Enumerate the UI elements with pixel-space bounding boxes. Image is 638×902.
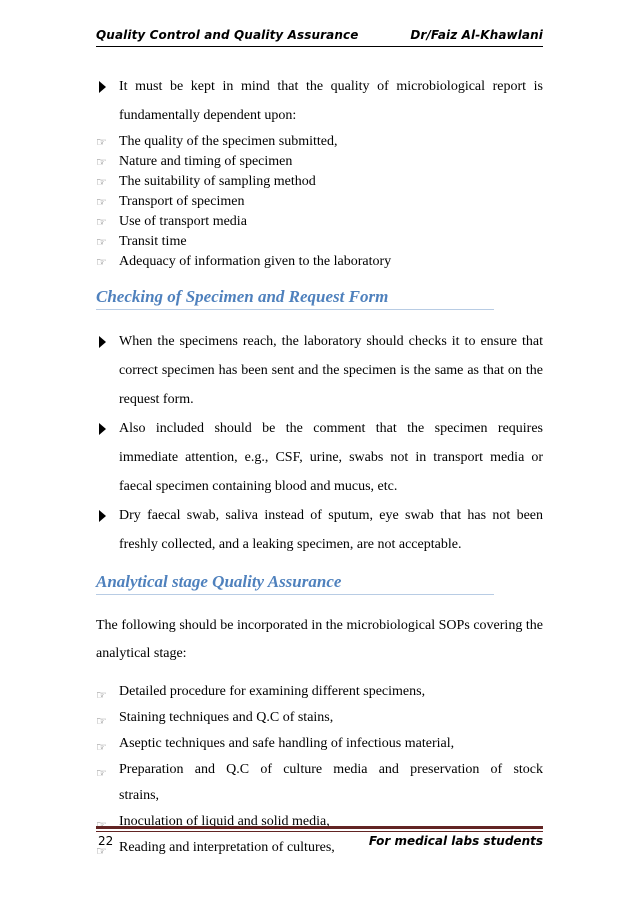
pointing-hand-icon: ☞ — [96, 844, 107, 858]
triangle-right-icon — [99, 423, 106, 435]
pointing-hand-icon: ☞ — [96, 714, 107, 728]
intro-bullet-text: It must be kept in mind that the quality of microbiological report is fundamentally dependent upon: — [119, 79, 543, 123]
header-author: Dr/Faiz Al-Khawlani — [410, 28, 543, 42]
page-body — [96, 72, 543, 861]
list-item: ☞ The quality of the specimen submitted, — [96, 132, 543, 152]
pointing-hand-icon: ☞ — [96, 195, 107, 209]
pointing-hand-icon: ☞ — [96, 688, 107, 702]
list-item: ☞ Reading and interpretation of cultures, — [96, 835, 543, 861]
list-item: ☞ Transit time — [96, 232, 543, 252]
section-heading-analytical-qa: Analytical stage Quality Assurance — [96, 571, 543, 595]
list-item: ☞ Transport of specimen — [96, 192, 543, 212]
pointing-hand-icon: ☞ — [96, 135, 107, 149]
list-item: ☞ Use of transport media — [96, 212, 543, 232]
pointing-hand-icon: ☞ — [96, 235, 107, 249]
triangle-right-icon — [99, 81, 106, 93]
analytical-intro-paragraph: The following should be incorporated in the microbiological SOPs covering the analytical stage: — [96, 618, 543, 661]
heading-rule — [96, 309, 494, 310]
bullet-paragraph: Dry faecal swab, saliva instead of sputum, eye swab that has not been freshly collected, and a leaking specimen, are not acceptable. — [96, 501, 543, 559]
list-item: ☞ Preparation and Q.C of culture media and preservation of stock strains, — [96, 762, 543, 803]
page-header — [96, 26, 543, 50]
pointing-hand-icon: ☞ — [96, 766, 107, 780]
list-item: ☞ Adequacy of information given to the laboratory — [96, 252, 543, 272]
intro-list — [96, 132, 543, 272]
heading-rule — [96, 594, 494, 595]
pointing-hand-icon: ☞ — [96, 740, 107, 754]
pointing-hand-icon: ☞ — [96, 255, 107, 269]
triangle-right-icon — [99, 336, 106, 348]
list-item: ☞ Aseptic techniques and safe handling of infectious material, — [96, 731, 543, 757]
list-item: ☞ Nature and timing of specimen — [96, 152, 543, 172]
bullet-paragraph: Also included should be the comment that the specimen requires immediate attention, e.g., CSF, urine, swabs not in transport media or faecal specimen containing blood and mucus, etc. — [96, 414, 543, 501]
list-item: ☞ The suitability of sampling method — [96, 172, 543, 192]
pointing-hand-icon: ☞ — [96, 155, 107, 169]
intro-bullet — [96, 72, 543, 130]
footer-audience: For medical labs students — [368, 834, 543, 848]
list-item: ☞ Staining techniques and Q.C of stains, — [96, 705, 543, 731]
pointing-hand-icon: ☞ — [96, 818, 107, 832]
list-item: ☞ Inoculation of liquid and solid media, — [96, 809, 543, 835]
header-rule — [96, 46, 543, 47]
pointing-hand-icon: ☞ — [96, 175, 107, 189]
list-item: ☞ Detailed procedure for examining different specimens, — [96, 679, 543, 705]
section-heading-specimen-check: Checking of Specimen and Request Form — [96, 286, 543, 310]
header-title: Quality Control and Quality Assurance — [96, 28, 359, 42]
specimen-check-bullets — [96, 327, 543, 559]
triangle-right-icon — [99, 510, 106, 522]
bullet-paragraph: When the specimens reach, the laboratory should checks it to ensure that correct specimen has been sent and the specimen is the same as that on the request form. — [96, 327, 543, 414]
footer-rule — [96, 826, 543, 832]
pointing-hand-icon: ☞ — [96, 215, 107, 229]
page-number: 22 — [98, 834, 114, 848]
